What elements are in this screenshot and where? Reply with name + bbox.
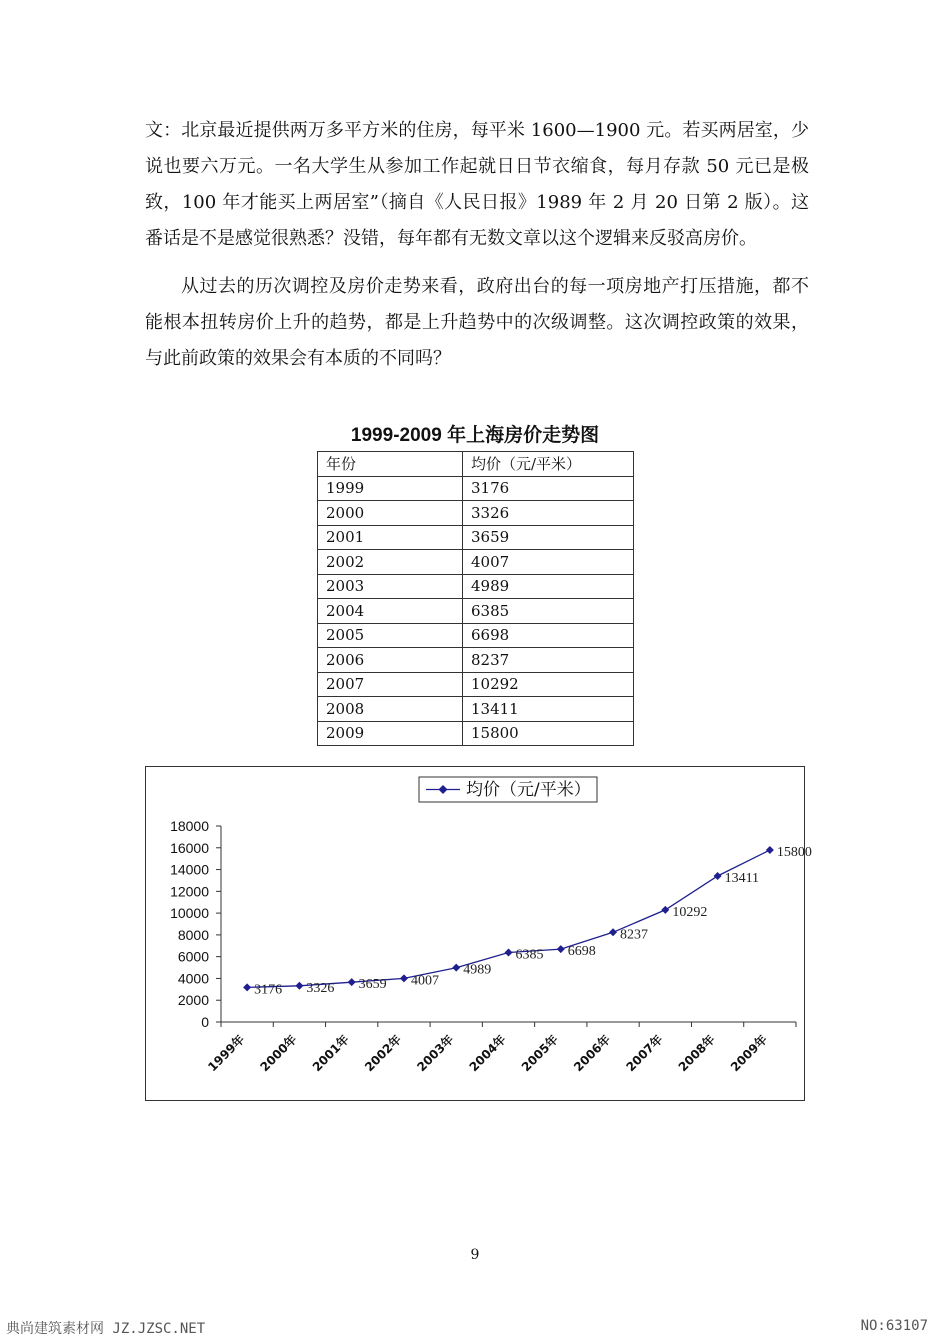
x-tick-label: 2004年 [466,1032,509,1075]
y-tick-label: 16000 [170,839,209,856]
table-row [318,501,634,526]
body-paragraph-2: 从过去的历次调控及房价走势来看，政府出台的每一项房地产打压措施，都不能根本扭转房价上升的趋势，都是上升趋势中的次级调整。这次调控政策的效果，与此前政策的效果会有本质的不同吗？ [145,276,809,369]
data-label: 10292 [672,904,708,920]
data-label: 3176 [254,982,283,998]
watermark-right: NO:63107 [860,1318,928,1334]
cell-year: 2006 [318,648,463,673]
table-row [318,648,634,673]
data-point [661,906,669,914]
data-label: 4007 [410,973,439,989]
cell-year: 2000 [318,501,463,526]
cell-year: 2004 [318,599,463,624]
cell-year: 1999 [318,476,463,501]
table-header-row [318,452,634,477]
data-point [348,978,356,986]
y-tick-label: 2000 [177,992,209,1009]
x-tick-label: 2006年 [571,1032,614,1075]
y-tick-label: 4000 [177,970,209,987]
table-body [318,476,634,746]
legend-label: 均价（元/平米） [466,780,591,800]
table-row [318,476,634,501]
price-line-chart [146,767,812,1102]
data-label: 13411 [724,870,760,886]
table-row [318,697,634,722]
cell-year: 2001 [318,525,463,550]
cell-year: 2008 [318,697,463,722]
x-tick-label: 2005年 [518,1032,561,1075]
page-number: 9 [470,1247,480,1263]
x-tick-label: 2003年 [414,1032,457,1075]
x-tick-label: 2001年 [309,1032,352,1075]
watermark-left: 典尚建筑素材网 JZ.JZSC.NET [6,1321,206,1337]
x-tick-label: 2000年 [257,1032,300,1075]
data-point [295,982,303,990]
x-tick-label: 2009年 [727,1032,770,1075]
cell-year: 2007 [318,672,463,697]
data-point [766,846,774,854]
data-label: 6385 [515,947,544,963]
cell-year: 2003 [318,574,463,599]
data-label: 15800 [776,844,812,860]
cell-year: 2005 [318,623,463,648]
cell-price: 4007 [463,550,634,575]
cell-price: 6385 [463,599,634,624]
price-table [317,451,634,746]
y-tick-label: 0 [201,1014,209,1030]
x-tick-label: 2008年 [675,1032,718,1075]
cell-price: 13411 [463,697,634,722]
data-point [714,872,722,880]
table-row [318,525,634,550]
cell-price: 4989 [463,574,634,599]
y-tick-label: 14000 [170,861,209,878]
data-point [243,983,251,991]
y-tick-label: 6000 [177,948,209,965]
cell-price: 10292 [463,672,634,697]
cell-price: 3176 [463,476,634,501]
cell-price: 8237 [463,648,634,673]
y-tick-label: 18000 [170,818,209,834]
x-tick-label: 2002年 [362,1032,405,1075]
data-point [505,948,513,956]
data-point [452,964,460,972]
body-paragraph-1: 文：北京最近提供两万多平方米的住房，每平米 1600—1900 元。若买两居室，少说也要六万元。一名大学生从参加工作起就日日节衣缩食，每月存款 50 元已是极致，100 年才能买上两居室”（摘自《人民日报》1989 年 2 月 20 日第 2 版）。这番话是不是感觉很熟悉？没错，每年都有无数文章以这个逻辑来反驳高房价。 [145,120,809,249]
header-price: 均价（元/平米） [463,452,634,477]
header-year: 年份 [318,452,463,477]
cell-price: 6698 [463,623,634,648]
data-label: 3326 [306,980,335,996]
cell-price: 3659 [463,525,634,550]
y-tick-label: 8000 [177,926,209,943]
table-row [318,623,634,648]
y-tick-label: 12000 [170,883,209,900]
data-point [557,945,565,953]
x-tick-label: 2007年 [623,1032,666,1075]
data-point [609,928,617,936]
y-tick-label: 10000 [170,905,209,922]
table-row [318,721,634,746]
price-chart [145,766,812,1101]
cell-price: 15800 [463,721,634,746]
x-tick-label: 1999年 [205,1032,248,1075]
data-label: 3659 [358,977,387,993]
table-row [318,574,634,599]
data-label: 8237 [620,927,649,943]
cell-year: 2009 [318,721,463,746]
cell-price: 3326 [463,501,634,526]
data-label: 6698 [567,944,596,960]
cell-year: 2002 [318,550,463,575]
table-title: 1999-2009 年上海房价走势图 [350,425,600,446]
table-row [318,672,634,697]
data-label: 4989 [463,962,492,978]
data-point [400,974,408,982]
table-row [318,599,634,624]
table-row [318,550,634,575]
